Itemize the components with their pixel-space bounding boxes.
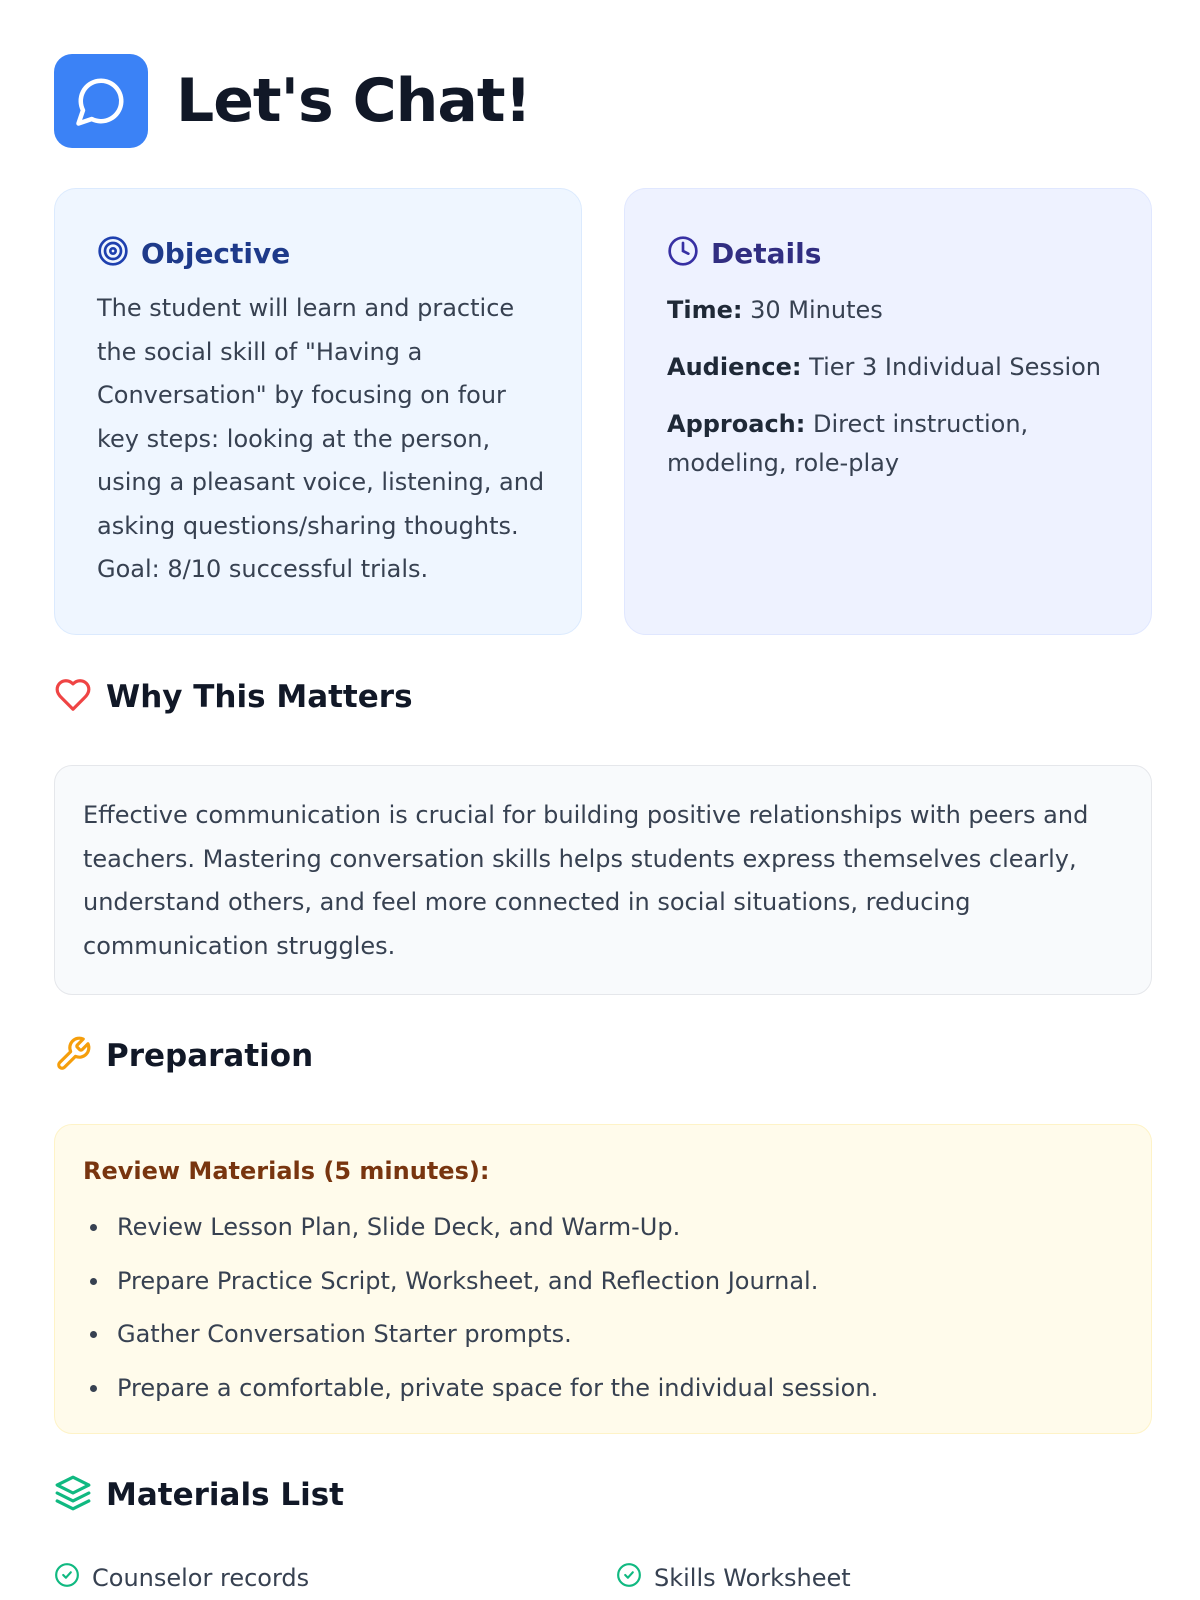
detail-value: 30 Minutes: [750, 296, 883, 324]
chat-bubble-icon: [54, 54, 148, 148]
preparation-subtitle: Review Materials (5 minutes):: [83, 1157, 490, 1185]
material-label: Counselor records: [92, 1564, 310, 1592]
detail-approach: [667, 405, 1119, 483]
why-section-header: [54, 676, 413, 718]
why-title: Why This Matters: [106, 679, 413, 715]
details-list: [667, 291, 1119, 501]
why-text: Effective communication is crucial for building positive relationships with peers and teachers. Mastering conversation skills helps students express themselves clearly, understand others, and feel more connected in social situations, reducing communication struggles.: [83, 801, 1089, 960]
target-icon: [97, 235, 129, 271]
wrench-icon: [54, 1035, 92, 1077]
objective-title: Objective: [141, 236, 291, 270]
detail-label: Audience:: [667, 353, 802, 381]
detail-time: [667, 291, 1119, 330]
objective-card: [54, 188, 582, 635]
material-label: Skills Worksheet: [654, 1564, 851, 1592]
why-box: [54, 765, 1152, 995]
list-item: Review Lesson Plan, Slide Deck, and Warm-Up.: [83, 1207, 878, 1261]
list-item: Prepare Practice Script, Worksheet, and Reflection Journal.: [83, 1261, 878, 1315]
list-item: Gather Conversation Starter prompts.: [83, 1314, 878, 1368]
layers-icon: [54, 1474, 92, 1516]
list-item: Prepare a comfortable, private space for the individual session.: [83, 1368, 878, 1422]
clock-icon: [667, 235, 699, 271]
page-title: Let's Chat!: [176, 66, 531, 136]
material-item: [54, 1562, 309, 1594]
heart-icon: [54, 676, 92, 718]
check-circle-icon: [54, 1562, 80, 1594]
objective-header: [97, 235, 290, 271]
materials-title: Materials List: [106, 1477, 344, 1513]
preparation-title: Preparation: [106, 1038, 314, 1074]
page-header: [54, 54, 531, 148]
details-card: [624, 188, 1152, 635]
details-title: Details: [711, 236, 822, 270]
preparation-box: [54, 1124, 1152, 1434]
detail-value: Tier 3 Individual Session: [809, 353, 1102, 381]
preparation-list: [83, 1207, 878, 1421]
material-item: [616, 1562, 851, 1594]
detail-value: Direct instruction, modeling, role-play: [667, 410, 1029, 477]
check-circle-icon: [616, 1562, 642, 1594]
detail-audience: [667, 348, 1119, 387]
details-header: [667, 235, 821, 271]
objective-text: The student will learn and practice the social skill of "Having a Conversation" by focusing on four key steps: looking at the person, using a pleasant voice, listening, and asking questions/sharing thoughts. Goal: 8/10 successful trials.: [97, 294, 545, 583]
preparation-section-header: [54, 1035, 313, 1077]
materials-section-header: [54, 1474, 344, 1516]
detail-label: Time:: [667, 296, 743, 324]
detail-label: Approach:: [667, 410, 806, 438]
